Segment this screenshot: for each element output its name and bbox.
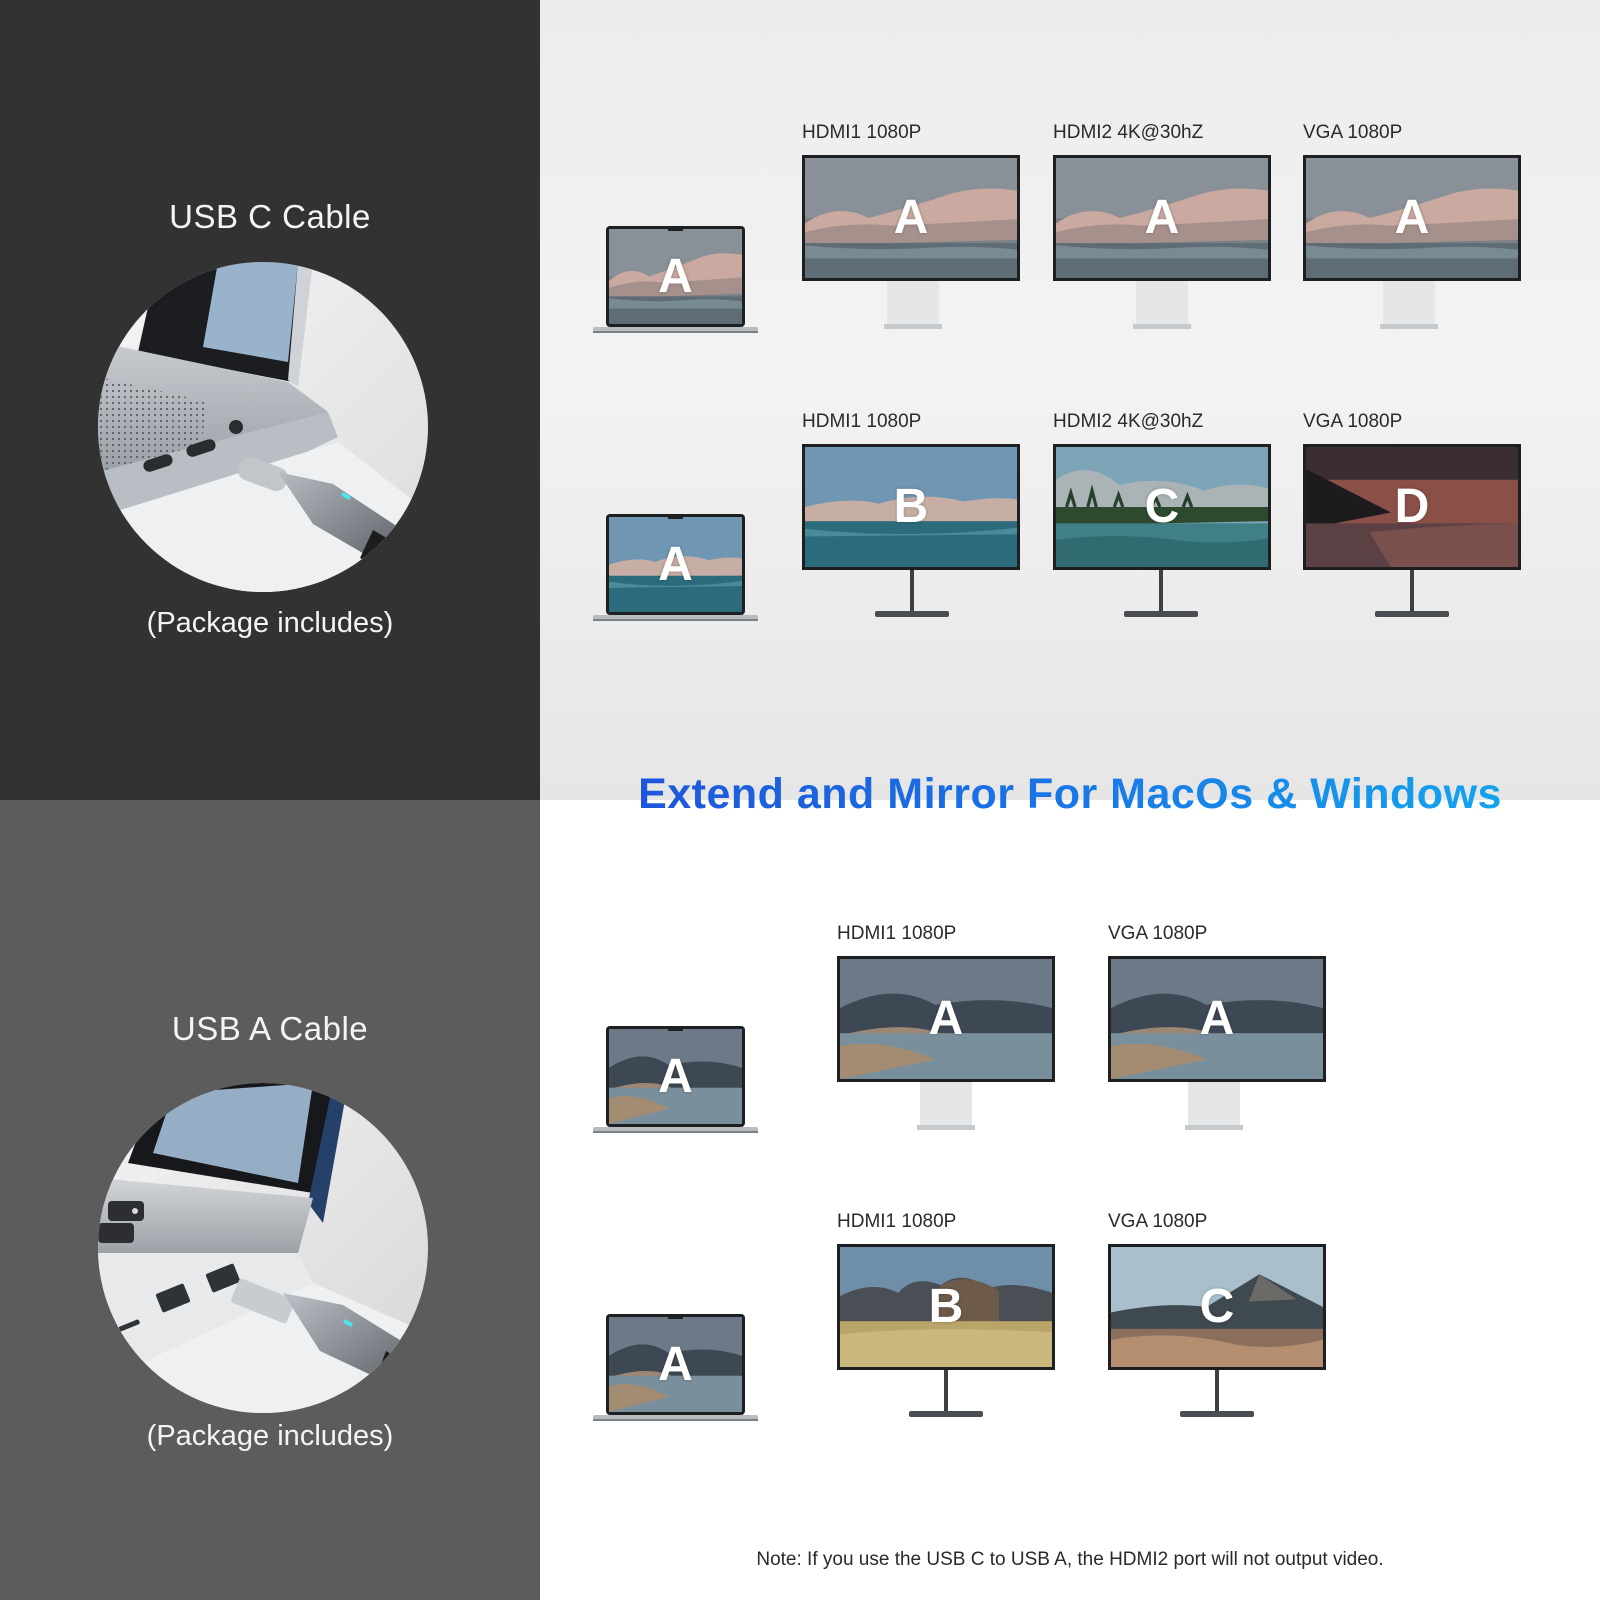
laptop bbox=[593, 226, 758, 336]
port-label: VGA 1080P bbox=[1303, 122, 1403, 143]
usb-c-cable-title: USB C Cable bbox=[169, 198, 371, 235]
usb-c-display-modes-panel bbox=[540, 0, 1600, 800]
monitor bbox=[1108, 1244, 1326, 1424]
screen-letter-label: B bbox=[893, 480, 929, 533]
screen-letter-label: A bbox=[893, 191, 929, 244]
port-label: HDMI1 1080P bbox=[837, 1211, 957, 1232]
screen-letter-label: A bbox=[658, 249, 693, 303]
screen-letter-label: A bbox=[658, 1049, 693, 1103]
monitor bbox=[1053, 444, 1271, 624]
screen-letter-label: B bbox=[928, 1280, 964, 1333]
headline: Extend and Mirror For MacOs & Windows bbox=[540, 770, 1600, 819]
screen-letter-label: A bbox=[658, 1337, 693, 1391]
screen-letter-label: A bbox=[1394, 191, 1430, 244]
screen-letter-label: D bbox=[1394, 480, 1430, 533]
port-label: HDMI2 4K@30hZ bbox=[1053, 122, 1204, 143]
screen-letter-label: C bbox=[1199, 1280, 1235, 1333]
monitor bbox=[837, 1244, 1055, 1424]
port-label: HDMI1 1080P bbox=[837, 923, 957, 944]
port-label: VGA 1080P bbox=[1303, 411, 1403, 432]
usb-c-cable-photo bbox=[98, 262, 428, 592]
usb-a-cable-title: USB A Cable bbox=[171, 1010, 369, 1047]
monitor bbox=[1303, 444, 1521, 624]
monitor bbox=[802, 444, 1020, 624]
screen-letter-label: A bbox=[658, 537, 693, 591]
port-label: HDMI1 1080P bbox=[802, 122, 922, 143]
screen-letter-label: C bbox=[1144, 480, 1180, 533]
monitor bbox=[1303, 155, 1521, 335]
usb-c-package-caption: (Package includes) bbox=[146, 607, 394, 639]
monitor bbox=[837, 956, 1055, 1136]
port-label: HDMI2 4K@30hZ bbox=[1053, 411, 1204, 432]
screen-letter-label: A bbox=[928, 992, 964, 1045]
usb-a-cable-photo bbox=[98, 1083, 428, 1413]
monitor bbox=[802, 155, 1020, 335]
laptop bbox=[593, 514, 758, 624]
laptop bbox=[593, 1314, 758, 1424]
monitor bbox=[1053, 155, 1271, 335]
usb-a-display-modes-panel bbox=[540, 800, 1600, 1600]
hdmi2-usb-a-note: Note: If you use the USB C to USB A, the HDMI2 port will not output video. bbox=[756, 1549, 1384, 1570]
monitor bbox=[1108, 956, 1326, 1136]
port-label: VGA 1080P bbox=[1108, 923, 1208, 944]
screen-letter-label: A bbox=[1199, 992, 1235, 1045]
screen-letter-label: A bbox=[1144, 191, 1180, 244]
laptop bbox=[593, 1026, 758, 1136]
usb-a-package-caption: (Package includes) bbox=[146, 1420, 394, 1452]
port-label: HDMI1 1080P bbox=[802, 411, 922, 432]
port-label: VGA 1080P bbox=[1108, 1211, 1208, 1232]
